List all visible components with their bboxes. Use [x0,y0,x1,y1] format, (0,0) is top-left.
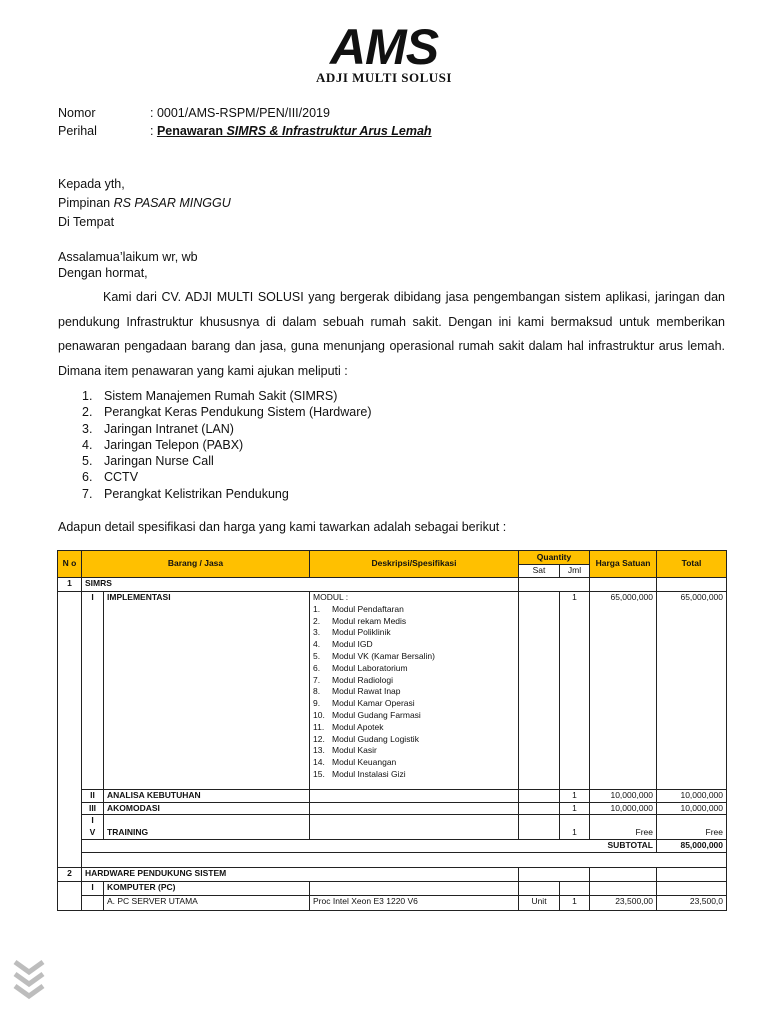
company-logo [0,19,768,86]
detail-intro: Adapun detail spesifikasi dan harga yang kami tawarkan adalah sebagai berikut : [58,520,507,534]
header-sat: Sat [519,565,560,578]
table-row: A. PC SERVER UTAMA Proc Intel Xeon E3 1220 V6 Unit 1 23,500,00 23,500,0 [58,895,727,910]
module-description: MODUL : 1. Modul Pendaftaran 2. Modul rekam Medis 3. Modul Poliklinik 4. Modul IGD 5. Modul VK (Kamar Bersalin) 6. Modul Laboratorium 7. Modul Radiologi 8. Modul Rawat Inap 9. Modul Kamar Operasi 10. Modul Gudang Farmasi 11. Modul Apotek 12. Modul Gudang Logistik 13. Modul Kasir 14. Modul Keuangan 15. Modul Instalasi Gizi [310,592,519,790]
recipient-name: RS PASAR MINGGU [113,196,231,210]
header-no: N o [58,551,82,578]
list-item: 6. CCTV [82,470,139,485]
header-quantity: Quantity [519,551,590,565]
perihal-colon: : [150,124,157,138]
header-total: Total [657,551,727,578]
list-item: 9. Modul Kamar Operasi [313,698,415,709]
table-row: I IMPLEMENTASI MODUL : 1. Modul Pendaftaran 2. Modul rekam Medis 3. Modul Poliklinik 4. Modul IGD 5. Modul VK (Kamar Bersalin) 6. Modul Laboratorium 7. Modul Radiologi 8. Modul Rawat Inap 9. Modul Kamar Operasi 10. Modul Gudang Farmasi 11. Modul Apotek 12. Modul Gudang Logistik 13. Modul Kasir 14. Modul Keuangan 15. Modul Instalasi Gizi 1 65,000,000 65,000,000 [58,592,727,790]
list-item: 3. Modul Poliklinik [313,627,391,638]
list-item: 10. Modul Gudang Farmasi [313,709,421,720]
list-item: 7. Perangkat Kelistrikan Pendukung [82,486,289,501]
section-title-hardware: HARDWARE PENDUKUNG SISTEM [82,867,519,881]
header-jml: Jml [560,565,590,578]
list-item: 5. Jaringan Nurse Call [82,454,214,469]
address-line-3: Di Tempat [58,215,115,229]
list-item: 8. Modul Rawat Inap [313,686,401,697]
list-item: 7. Modul Radiologi [313,674,393,685]
table-row: IV TRAINING 1 Free Free [58,815,727,840]
header-deskripsi: Deskripsi/Spesifikasi [310,551,519,578]
list-item: 11. Modul Apotek [313,721,384,732]
address-prefix: Pimpinan [58,196,114,210]
list-item: 5. Modul VK (Kamar Bersalin) [313,650,435,661]
greeting-line-2: Dengan hormat, [58,266,148,280]
nomor-value: : 0001/AMS-RSPM/PEN/III/2019 [150,106,330,120]
table-row: II ANALISA KEBUTUHAN 1 10,000,000 10,000,000 [58,789,727,802]
subtotal-label: SUBTOTAL [82,839,657,852]
perihal-value [150,124,432,138]
section-title-simrs: SIMRS [82,578,519,592]
address-line-1: Kepada yth, [58,177,125,191]
list-item: 12. Modul Gudang Logistik [313,733,419,744]
perihal-subject: SIMRS & Infrastruktur Arus Lemah [226,124,432,138]
logo-company-name: ADJI MULTI SOLUSI [316,70,452,85]
list-item: 14. Modul Keuangan [313,757,397,768]
perihal-label: Perihal [58,124,97,138]
header-barang: Barang / Jasa [82,551,310,578]
module-list [313,604,515,781]
list-item: 6. Modul Laboratorium [313,662,408,673]
list-item: 13. Modul Kasir [313,745,377,756]
greeting-line-1: Assalamua’laikum wr, wb [58,250,198,264]
subtotal-value: 85,000,000 [657,839,727,852]
offer-items-list [58,388,372,502]
body-paragraph-text: Kami dari CV. ADJI MULTI SOLUSI yang bergerak dibidang jasa pengembangan sistem aplikasi, jaringan dan pendukung Infrastruktur khususnya di dalam sebuah rumah sakit. Dengan ini kami bermaksud untuk memberikan penawaran pengadaan barang dan jasa, guna menunjang operasional rumah sakit dalam hal infrastruktur arus lemah. Dimana item penawaran yang kami ajukan meliputi : [58,290,725,378]
header-harga: Harga Satuan [590,551,657,578]
table-row: 1 SIMRS [58,578,727,592]
list-item: 4. Jaringan Telepon (PABX) [82,437,244,452]
list-item: 4. Modul IGD [313,639,373,650]
logo-mark: AMS [329,19,439,75]
table-row: I KOMPUTER (PC) [58,881,727,895]
table-row [58,839,727,852]
triple-chevron-down-icon [12,958,46,1002]
list-item: 1. Sistem Manajemen Rumah Sakit (SIMRS) [82,389,338,403]
list-item: 2. Modul rekam Medis [313,615,407,626]
table-row [58,852,727,867]
perihal-prefix: Penawaran [156,124,227,138]
table-row: III AKOMODASI 1 10,000,000 10,000,000 [58,802,727,815]
nomor-label: Nomor [58,106,96,120]
list-item: 1. Modul Pendaftaran [313,603,404,614]
body-paragraph [58,285,725,383]
list-item: 2. Perangkat Keras Pendukung Sistem (Hardware) [82,405,372,420]
list-item: 3. Jaringan Intranet (LAN) [82,421,234,436]
address-line-2 [58,195,231,211]
spec-price-table [57,550,727,911]
list-item: 15. Modul Instalasi Gizi [313,768,406,779]
table-row: 2 HARDWARE PENDUKUNG SISTEM [58,867,727,881]
